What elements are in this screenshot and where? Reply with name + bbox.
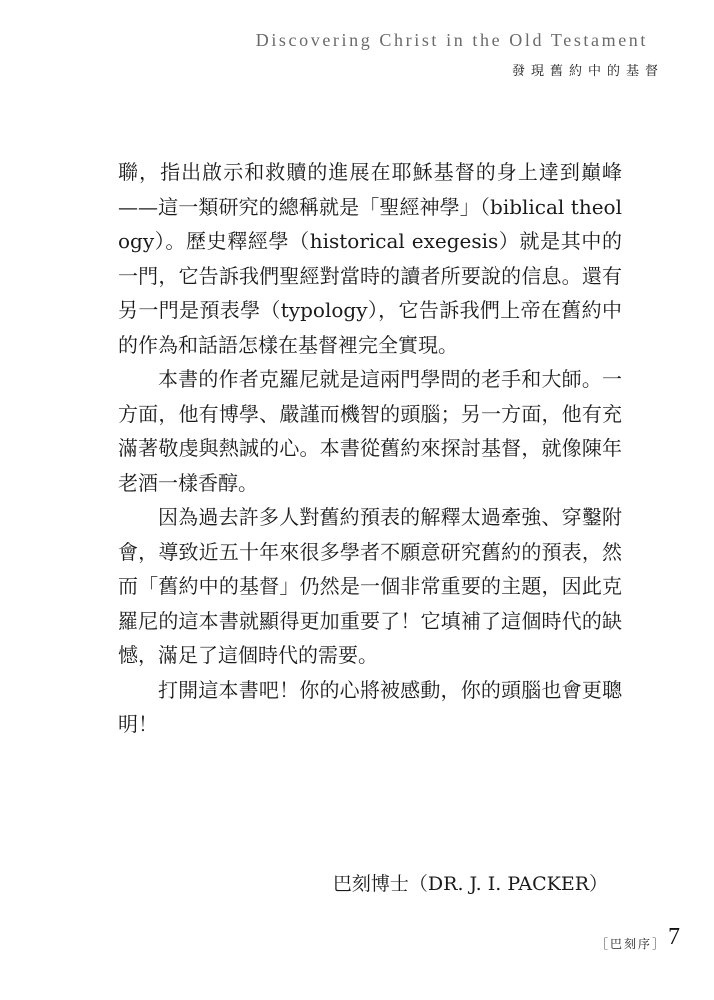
body-text [118, 155, 622, 742]
page-number: 7 [668, 924, 680, 950]
author-signature: 巴刻博士（DR. J. I. PACKER） [332, 873, 608, 895]
running-header-chinese: 發現舊約中的基督 [511, 64, 664, 79]
paragraph-1: 聯，指出啟示和救贖的進展在耶穌基督的身上達到巔峰——這一類研究的總稱就是「聖經神學」（biblical theology）。歷史釋經學（historical exegesis）就是其中的一門，它告訴我們聖經對當時的讀者所要說的信息。還有另一門是預表學（typology），它告訴我們上帝在舊約中的作為和話語怎樣在基督裡完全實現。 [118, 160, 622, 357]
paragraph-3: 因為過去許多人對舊約預表的解釋太過牽強、穿鑿附會，導致近五十年來很多學者不願意研究舊約的預表，然而「舊約中的基督」仍然是一個非常重要的主題，因此克羅尼的這本書就顯得更加重要了！它填補了這個時代的缺憾，滿足了這個時代的需要。 [118, 505, 622, 667]
paragraph-4: 打開這本書吧！你的心將被感動，你的頭腦也會更聰明！ [118, 677, 622, 736]
running-header-english: Discovering Christ in the Old Testament [255, 30, 648, 50]
paragraph-2: 本書的作者克羅尼就是這兩門學問的老手和大師。一方面，他有博學、嚴謹而機智的頭腦；另一方面，他有充滿著敬虔與熱誠的心。本書從舊約來探討基督，就像陳年老酒一樣香醇。 [118, 367, 622, 495]
section-label: ［巴刻序］ [596, 937, 667, 951]
